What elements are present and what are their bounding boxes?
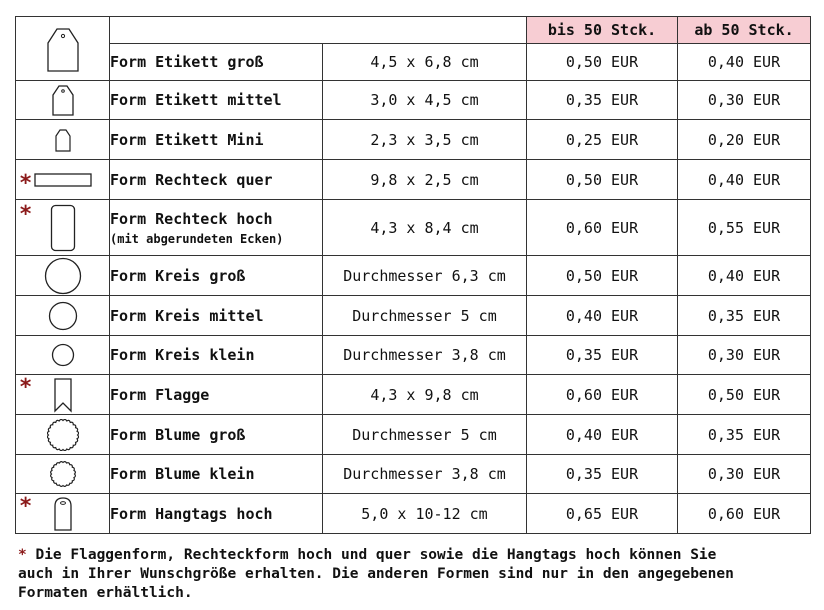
table-row: [16, 81, 811, 120]
price-over-50: 0,50 EUR: [678, 375, 811, 415]
shape-size: 5,0 x 10-12 cm: [323, 494, 527, 534]
table-row: [16, 120, 811, 160]
shape-name-label: Form Etikett Mini: [110, 130, 264, 149]
price-over-50: 0,20 EUR: [678, 120, 811, 160]
shape-name: [110, 44, 323, 81]
shape-size: Durchmesser 5 cm: [323, 415, 527, 455]
shape-icon-cell: [16, 17, 110, 81]
price-under-50: 0,40 EUR: [527, 415, 678, 455]
price-under-50: 0,35 EUR: [527, 455, 678, 494]
shape-name: [110, 256, 323, 296]
shape-icon-cell: [16, 455, 110, 494]
shape-size: Durchmesser 5 cm: [323, 296, 527, 336]
price-under-50: 0,60 EUR: [527, 200, 678, 256]
shape-size: 3,0 x 4,5 cm: [323, 81, 527, 120]
shape-name-label: Form Etikett mittel: [110, 91, 282, 109]
price-over-50: 0,40 EUR: [678, 160, 811, 200]
custom-size-star: *: [19, 201, 33, 227]
table-row: [16, 256, 811, 296]
shape-name-label: Form Rechteck hoch: [110, 209, 273, 228]
shape-name: [110, 120, 323, 160]
shape-icon-cell: [16, 336, 110, 375]
price-under-50: 0,65 EUR: [527, 494, 678, 534]
shape-size: 4,5 x 6,8 cm: [323, 44, 527, 81]
footnote-star: *: [18, 547, 27, 563]
price-over-50: 0,30 EUR: [678, 455, 811, 494]
shape-name-label: Form Etikett groß: [110, 53, 264, 71]
shape-name-label: Form Hangtags hoch: [110, 504, 273, 523]
table-row: [16, 336, 811, 375]
table-row: [16, 494, 811, 534]
shape-icon-cell: [16, 494, 110, 534]
shape-size: 9,8 x 2,5 cm: [323, 160, 527, 200]
price-under-50: 0,35 EUR: [527, 336, 678, 375]
price-over-50: 0,35 EUR: [678, 296, 811, 336]
table-row: [16, 296, 811, 336]
shape-icon-cell: [16, 415, 110, 455]
shape-name: [110, 415, 323, 455]
shape-name-label: Form Flagge: [110, 385, 210, 404]
price-over-50: 0,35 EUR: [678, 415, 811, 455]
price-under-50: 0,35 EUR: [527, 81, 678, 120]
footnote: [18, 546, 818, 603]
price-table: [15, 16, 811, 534]
header-price-over-50: ab 50 Stck.: [678, 17, 811, 44]
circle-large-icon: [16, 257, 109, 295]
shape-name: [110, 296, 323, 336]
price-over-50: 0,30 EUR: [678, 81, 811, 120]
shape-size: Durchmesser 6,3 cm: [323, 256, 527, 296]
table-row: [16, 375, 811, 415]
shape-size: 4,3 x 8,4 cm: [323, 200, 527, 256]
shape-size: Durchmesser 3,8 cm: [323, 336, 527, 375]
circle-small-icon: [16, 343, 109, 367]
shape-size: 2,3 x 3,5 cm: [323, 120, 527, 160]
shape-icon-cell: [16, 375, 110, 415]
tag-mini-icon: [16, 127, 109, 153]
shape-name-label: Form Kreis groß: [110, 266, 246, 285]
shape-icon-cell: [16, 296, 110, 336]
table-row: [16, 44, 811, 81]
flower-small-icon: [16, 461, 109, 487]
shape-icon-cell: [16, 256, 110, 296]
header-price-under-50: bis 50 Stck.: [527, 17, 678, 44]
price-under-50: 0,25 EUR: [527, 120, 678, 160]
header-blank: [110, 17, 527, 44]
price-over-50: 0,60 EUR: [678, 494, 811, 534]
shape-name: [110, 375, 323, 415]
custom-size-star: *: [19, 170, 33, 196]
table-row: [16, 455, 811, 494]
price-over-50: 0,40 EUR: [678, 256, 811, 296]
shape-name-note: (mit abgerundeten Ecken): [110, 231, 284, 246]
tag-large-icon: [16, 25, 109, 73]
price-under-50: 0,50 EUR: [527, 256, 678, 296]
table-row: [16, 415, 811, 455]
table-row: [16, 200, 811, 256]
shape-name: [110, 200, 323, 256]
shape-size: 4,3 x 9,8 cm: [323, 375, 527, 415]
flower-large-icon: [16, 419, 109, 451]
circle-medium-icon: [16, 301, 109, 331]
shape-name: [110, 160, 323, 200]
price-under-50: 0,40 EUR: [527, 296, 678, 336]
price-over-50: 0,30 EUR: [678, 336, 811, 375]
shape-name: [110, 336, 323, 375]
shape-size: Durchmesser 3,8 cm: [323, 455, 527, 494]
price-under-50: 0,50 EUR: [527, 160, 678, 200]
shape-name-label: Form Kreis klein: [110, 346, 255, 364]
shape-name: [110, 81, 323, 120]
shape-name: [110, 455, 323, 494]
footnote-text: Die Flaggenform, Rechteckform hoch und quer sowie die Hangtags hoch können Sie auch in Ihrer Wunschgröße erhalten. Die anderen Formen sind nur in den angegebenen Formaten erhältlich.: [18, 547, 734, 601]
shape-name: [110, 494, 323, 534]
tag-medium-icon: [16, 83, 109, 117]
shape-icon-cell: [16, 81, 110, 120]
price-over-50: 0,40 EUR: [678, 44, 811, 81]
shape-name-label: Form Kreis mittel: [110, 306, 264, 325]
price-over-50: 0,55 EUR: [678, 200, 811, 256]
price-under-50: 0,60 EUR: [527, 375, 678, 415]
shape-icon-cell: [16, 160, 110, 200]
shape-name-label: Form Blume klein: [110, 465, 255, 483]
shape-icon-cell: [16, 200, 110, 256]
shape-name-label: Form Rechteck quer: [110, 170, 273, 189]
shape-name-label: Form Blume groß: [110, 425, 246, 444]
custom-size-star: *: [19, 374, 33, 400]
shape-icon-cell: [16, 120, 110, 160]
header-row: [16, 17, 811, 44]
custom-size-star: *: [19, 493, 33, 519]
table-row: [16, 160, 811, 200]
price-under-50: 0,50 EUR: [527, 44, 678, 81]
